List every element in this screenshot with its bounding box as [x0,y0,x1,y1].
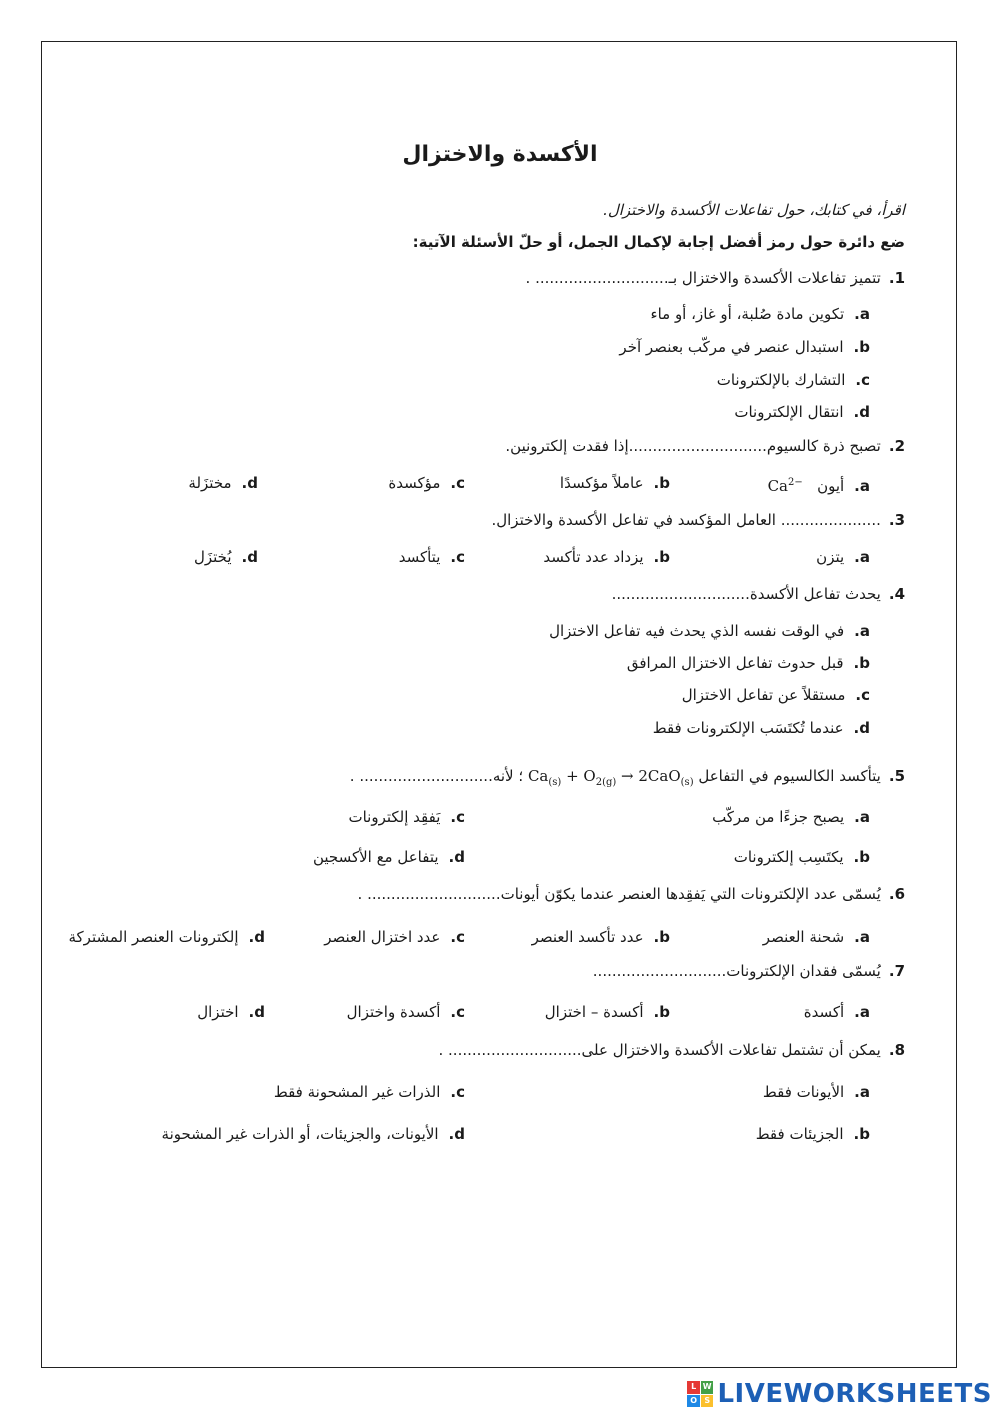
option-text: عدد تأكسد العنصر [531,928,644,946]
instruction-text: ضع دائرة حول رمز أفضل إجابة لإكمال الجمل، أو حلّ الأسئلة الآتية: [412,233,905,251]
option-6b[interactable] [532,926,670,948]
question-number: 8. [888,1041,905,1059]
option-2c[interactable] [388,472,465,494]
option-4c[interactable] [682,684,870,706]
option-text: الأيونات، والجزيئات، أو الذرات غير المشحونة [161,1125,439,1143]
option-label: a. [854,548,870,566]
liveworksheets-footer[interactable] [687,1379,992,1409]
option-label: d. [853,719,870,737]
option-2a[interactable] [768,472,870,497]
option-4a[interactable] [549,620,870,642]
page-title: الأكسدة والاختزال [402,142,598,167]
option-2d[interactable] [188,472,258,494]
option-3b[interactable] [543,546,670,568]
option-3a[interactable] [816,546,870,568]
option-label: b. [653,474,670,492]
question-number: 1. [888,269,905,287]
option-text: أكسدة – اختزال [544,1003,644,1021]
option-text: الذرات غير المشحونة فقط [273,1083,441,1101]
option-text: عاملاً مؤكسدًا [559,474,644,492]
option-6a[interactable] [763,926,870,948]
logo-letter: O [687,1395,700,1408]
brand-name: LIVEWORKSHEETS [717,1379,992,1409]
option-5d[interactable] [313,846,465,868]
question-text: يمكن أن تشتمل تفاعلات الأكسدة والاختزال على............................ . [438,1041,881,1059]
option-5b[interactable] [734,846,870,868]
question-number: 3. [888,511,905,529]
question-text: ..................... العامل المؤكسد في تفاعل الأكسدة والاختزال. [491,511,881,529]
option-label: d. [448,848,465,866]
option-text: التشارك بالإلكترونات [716,371,846,389]
option-5a[interactable] [712,806,870,828]
option-label: d. [241,474,258,492]
option-label: c. [450,548,465,566]
option-text: الأيونات فقط [762,1083,845,1101]
option-label: a. [854,1003,870,1021]
option-text: يَفقِد إلكترونات [348,808,441,826]
option-7d[interactable] [197,1001,265,1023]
question-number: 5. [888,767,905,785]
option-text: يتأكسد [398,548,441,566]
option-8a[interactable] [763,1081,870,1103]
option-7b[interactable] [545,1001,670,1023]
option-6c[interactable] [324,926,465,948]
option-label: d. [248,1003,265,1021]
intro-text: اقرأ، في كتابك، حول تفاعلات الأكسدة والاختزال. [603,201,905,219]
option-text: الجزيئات فقط [755,1125,844,1143]
option-3d[interactable] [194,546,258,568]
question-4 [612,583,905,605]
option-text: مختزَلة [188,474,232,492]
option-label: c. [855,686,870,704]
option-1d[interactable] [734,401,870,423]
question-6 [358,883,905,905]
logo-letter: S [701,1395,714,1408]
option-text: يزداد عدد تأكسد [543,548,644,566]
option-label: b. [853,848,870,866]
liveworksheets-logo-icon [687,1381,713,1407]
logo-letter: L [687,1381,700,1394]
question-2 [505,435,905,457]
option-text: يكتَسِب إلكترونات [733,848,844,866]
option-label: a. [854,808,870,826]
option-label: d. [853,403,870,421]
option-text: عندما تُكتَسَب الإلكترونات فقط [652,719,844,737]
option-text: شحنة العنصر [762,928,845,946]
option-text: يتفاعل مع الأكسجين [312,848,439,866]
option-1c[interactable] [717,369,870,391]
option-text: إلكترونات العنصر المشتركة [68,928,239,946]
option-label: c. [855,371,870,389]
option-label: c. [450,1083,465,1101]
question-1 [526,267,905,289]
option-3c[interactable] [399,546,465,568]
option-label: b. [853,654,870,672]
option-label: d. [448,1125,465,1143]
option-8c[interactable] [274,1081,465,1103]
option-label: b. [853,338,870,356]
option-text: عدد اختزال العنصر [324,928,441,946]
option-text: استبدال عنصر في مركّب بعنصر آخر [619,338,844,356]
option-4d[interactable] [653,717,870,739]
option-1a[interactable] [651,303,870,325]
question-number: 7. [888,962,905,980]
option-6d[interactable] [69,926,266,948]
option-label: a. [854,928,870,946]
option-text: أيون [817,477,845,495]
option-text: مؤكسدة [388,474,441,492]
option-7a[interactable] [804,1001,870,1023]
option-7c[interactable] [347,1001,465,1023]
question-text: يحدث تفاعل الأكسدة............................. [611,585,881,603]
option-label: c. [450,928,465,946]
question-7 [593,960,905,982]
option-label: c. [450,1003,465,1021]
ion-formula: $Ca^{2-}$ [767,477,803,495]
option-label: d. [241,548,258,566]
option-2b[interactable] [560,472,670,494]
option-label: d. [248,928,265,946]
option-label: a. [854,305,870,323]
question-text-after: ؛ لأنه............................ . [349,767,524,785]
option-text: انتقال الإلكترونات [734,403,844,421]
option-text: في الوقت نفسه الذي يحدث فيه تفاعل الاختزال [549,622,845,640]
option-label: a. [854,622,870,640]
option-8b[interactable] [756,1123,870,1145]
option-label: c. [450,808,465,826]
option-label: a. [854,477,870,495]
question-8 [439,1039,906,1061]
question-number: 2. [888,437,905,455]
option-label: a. [854,1083,870,1101]
question-number: 4. [888,585,905,603]
option-label: b. [853,1125,870,1143]
question-5 [350,765,905,794]
question-text: يُسمّى عدد الإلكترونات التي يَفقِدها العنصر عندما يكوّن أيونات............................ . [357,885,881,903]
question-text: تصبح ذرة كالسيوم.............................إذا فقدت إلكترونين. [505,437,881,455]
option-text: يُختزَل [193,548,232,566]
question-text-before: يتأكسد الكالسيوم في التفاعل [698,767,881,785]
question-number: 6. [888,885,905,903]
chemical-equation: $Ca_{(s)} + O_{2(g)} \to 2CaO_{(s)}$ [527,767,694,788]
question-text: تتميز تفاعلات الأكسدة والاختزال بـ............................ . [525,269,881,287]
option-label: b. [653,928,670,946]
option-text: تكوين مادة صُلبة، أو غاز، أو ماء [650,305,845,323]
option-label: b. [653,548,670,566]
option-text: مستقلاً عن تفاعل الاختزال [681,686,846,704]
option-5c[interactable] [348,806,465,828]
option-text: قبل حدوث تفاعل الاختزال المرافق [626,654,844,672]
question-3 [491,509,905,531]
option-4b[interactable] [627,652,870,674]
logo-letter: W [701,1381,714,1394]
option-text: أكسدة واختزال [346,1003,441,1021]
option-text: أكسدة [803,1003,845,1021]
option-text: يصبح جزءًا من مركّب [712,808,845,826]
option-1b[interactable] [619,336,870,358]
option-label: c. [450,474,465,492]
option-text: اختزال [197,1003,239,1021]
question-text: يُسمّى فقدان الإلكترونات............................ [592,962,881,980]
option-8d[interactable] [162,1123,465,1145]
option-label: b. [653,1003,670,1021]
option-text: يتزن [816,548,845,566]
